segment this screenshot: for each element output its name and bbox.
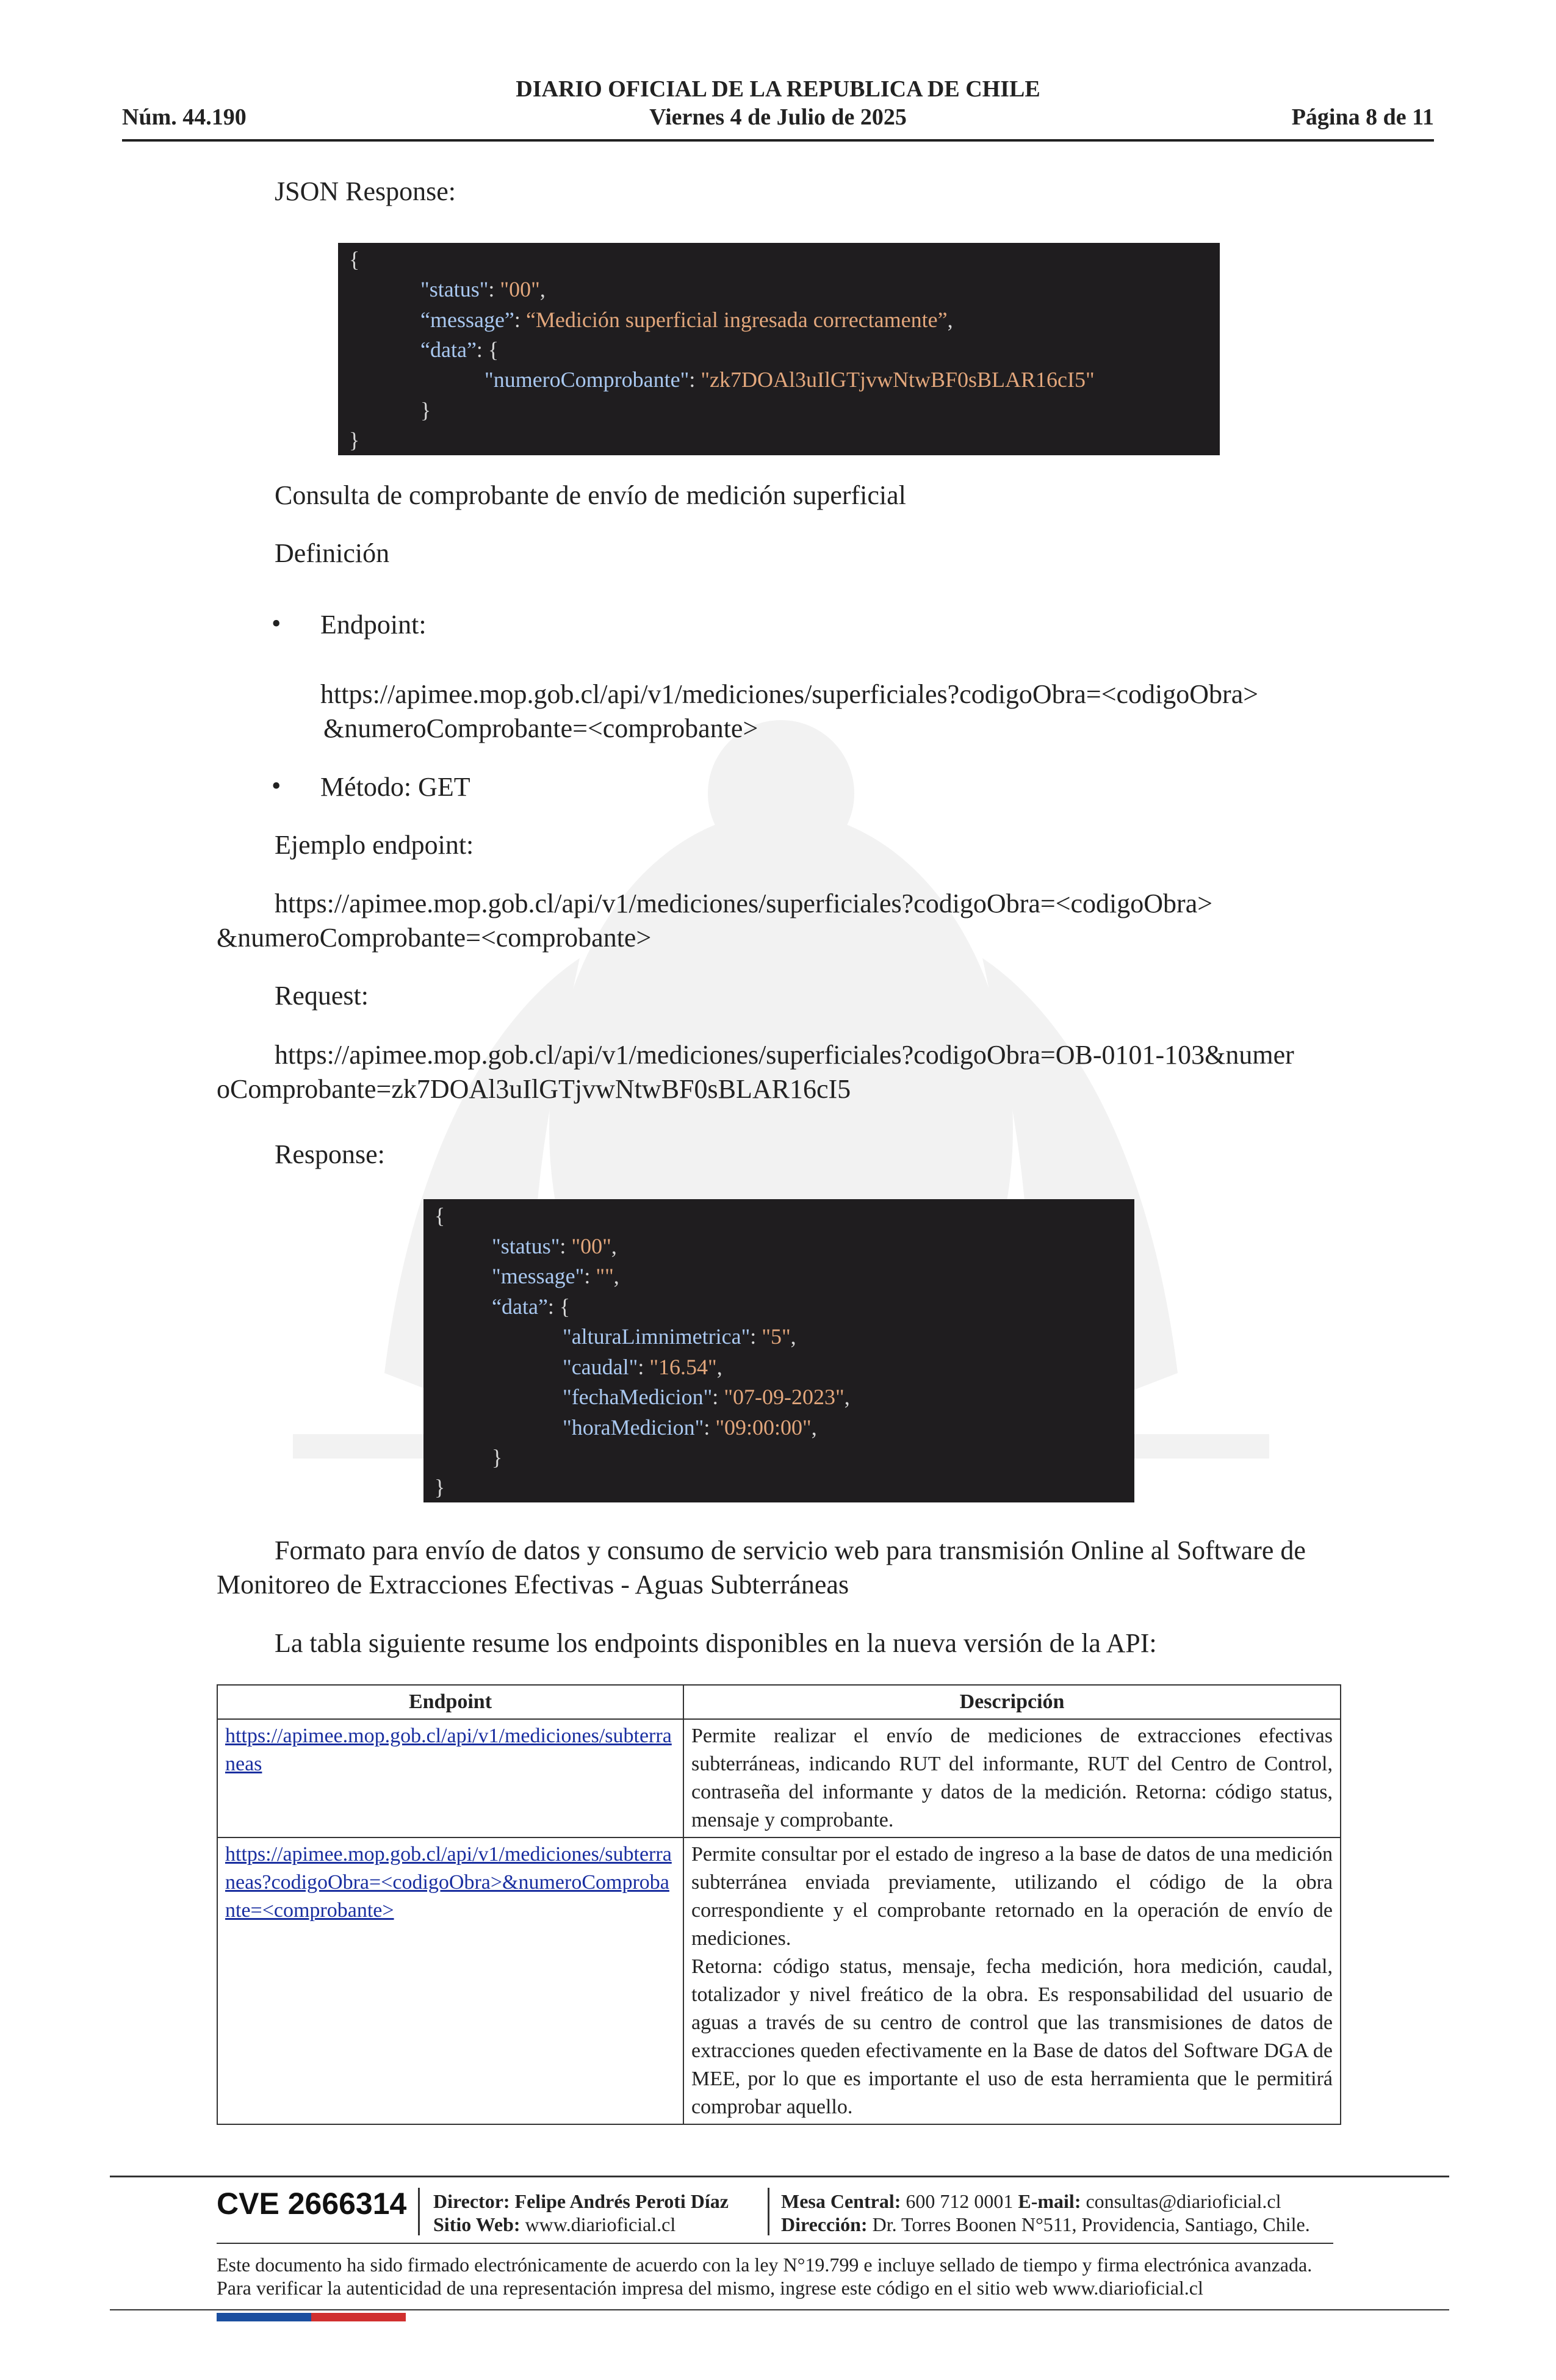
publication-date: Viernes 4 de Julio de 2025: [649, 104, 907, 130]
ejemplo-url-line-1: https://apimee.mop.gob.cl/api/v1/mediciones/superficiales?codigoObra=<codigoObra>: [275, 889, 1213, 918]
formato-title-line-2: Monitoreo de Extracciones Efectivas - Aguas Subterráneas: [217, 1570, 849, 1599]
column-header-endpoint: Endpoint: [217, 1685, 683, 1719]
footer-legal-text: Este documento ha sido firmado electrónicamente de acuerdo con la ley N°19.799 e incluye sellado de tiempo y firma electrónica avanzada. Para verificar la autenticidad de una representación impresa del mismo, ingrese este código en el sitio web www.diarioficial.cl: [217, 2254, 1313, 2299]
column-header-descripcion: Descripción: [683, 1685, 1341, 1719]
code-brace: }: [434, 1475, 445, 1499]
table-row: [217, 1837, 1341, 2124]
request-url-line-1: https://apimee.mop.gob.cl/api/v1/mediciones/superficiales?codigoObra=OB-0101-103&numer: [275, 1040, 1294, 1070]
code-brace: }: [492, 1445, 503, 1469]
footer-separator: [418, 2188, 420, 2235]
section-title-consulta: Consulta de comprobante de envío de medición superficial: [275, 480, 906, 510]
cve-code: CVE 2666314: [217, 2187, 407, 2221]
json-code-block-1: [338, 243, 1220, 455]
page-number: Página 8 de 11: [1291, 104, 1434, 130]
code-line-hora: "horaMedicion": "09:00:00",: [563, 1415, 817, 1440]
code-brace: }: [420, 398, 431, 422]
table-row: [217, 1719, 1341, 1837]
request-label: Request:: [275, 981, 369, 1011]
code-brace: {: [434, 1203, 445, 1228]
footer-website: Sitio Web: www.diarioficial.cl: [433, 2213, 676, 2235]
endpoint-url-line-2: &numeroComprobante=<comprobante>: [323, 713, 758, 743]
code-line-status: "status": "00",: [420, 277, 546, 301]
code-line-data: “data”: {: [420, 337, 499, 362]
definicion-label: Definición: [275, 538, 390, 568]
description-paragraph: Permite consultar por el estado de ingreso a la base de datos de una medición subterránea enviada previamente, utilizando el código de la obra correspondiente y el comprobante retornado en la operación de envío de mediciones.: [691, 1843, 1333, 1950]
description-paragraph: Permite realizar el envío de mediciones de extracciones efectivas subterráneas, indicando RUT del informante, RUT del Centro de Control, contraseña del informante y datos de la medición. Retorna: código status, mensaje y comprobante.: [691, 1725, 1333, 1831]
endpoints-table: [217, 1684, 1341, 2125]
tabla-intro: La tabla siguiente resume los endpoints disponibles en la nueva versión de la API:: [275, 1628, 1157, 1658]
issue-number: Núm. 44.190: [122, 104, 247, 130]
footer-mesa-central: Mesa Central: 600 712 0001 E-mail: consultas@diarioficial.cl: [781, 2190, 1281, 2212]
header-rule: [122, 139, 1434, 142]
endpoint-label: Endpoint:: [320, 610, 427, 640]
footer-rule-top: [110, 2176, 1449, 2177]
footer-rule-middle: [217, 2243, 1333, 2244]
json-response-label: JSON Response:: [275, 176, 456, 206]
response-label: Response:: [275, 1139, 385, 1169]
footer-direccion: Dirección: Dr. Torres Boonen N°511, Providencia, Santiago, Chile.: [781, 2213, 1310, 2235]
table-header-row: [217, 1685, 1341, 1719]
ejemplo-url-line-2: &numeroComprobante=<comprobante>: [217, 923, 652, 953]
metodo-text: Método: GET: [320, 772, 470, 802]
bullet-dot: •: [272, 771, 281, 801]
endpoint-description: [683, 1719, 1341, 1837]
endpoint-url-line-1: https://apimee.mop.gob.cl/api/v1/mediciones/superficiales?codigoObra=<codigoObra>: [320, 679, 1259, 709]
code-line-message: "message": "",: [492, 1264, 619, 1288]
request-url-line-2: oComprobante=zk7DOAl3uIlGTjvwNtwBF0sBLAR16cI5: [217, 1074, 851, 1104]
endpoint-description: [683, 1837, 1341, 2124]
endpoint-link[interactable]: https://apimee.mop.gob.cl/api/v1/mediciones/subterraneas?codigoObra=<codigoObra>&numeroComprobante=<comprobante>: [217, 1837, 683, 2124]
footer-director: Director: Felipe Andrés Peroti Díaz: [433, 2190, 729, 2212]
code-line-fecha: "fechaMedicion": "07-09-2023",: [563, 1385, 850, 1409]
code-line-data: “data”: {: [492, 1294, 571, 1319]
code-line-status: "status": "00",: [492, 1234, 617, 1258]
code-line-message: “message”: “Medición superficial ingresada correctamente”,: [420, 308, 953, 332]
code-brace: }: [349, 428, 360, 452]
ejemplo-endpoint-label: Ejemplo endpoint:: [275, 830, 474, 860]
footer-separator: [768, 2188, 769, 2235]
json-code-block-2: [423, 1199, 1134, 1502]
endpoint-link[interactable]: https://apimee.mop.gob.cl/api/v1/mediciones/subterraneas: [217, 1719, 683, 1837]
code-line-altura: "alturaLimnimetrica": "5",: [563, 1324, 796, 1349]
publication-title: DIARIO OFICIAL DE LA REPUBLICA DE CHILE: [516, 76, 1040, 102]
footer-rule-bottom: [110, 2309, 1449, 2310]
flag-stripe-red: [311, 2313, 406, 2321]
flag-stripe-blue: [217, 2313, 311, 2321]
description-paragraph: Retorna: código status, mensaje, fecha medición, hora medición, caudal, totalizador y nivel freático de la obra. Es responsabilidad del usuario de aguas a través de su centro de control que las transmisiones de datos de extracciones queden efectivamente en la Base de datos del Software DGA de MEE, por lo que es importante el uso de esta herramienta que le permitirá comprobar aquello.: [691, 1955, 1333, 2118]
code-line-numero: "numeroComprobante": "zk7DOAl3uIlGTjvwNtwBF0sBLAR16cI5": [484, 367, 1095, 392]
formato-title-line-1: Formato para envío de datos y consumo de servicio web para transmisión Online al Software de: [275, 1535, 1306, 1565]
code-line-caudal: "caudal": "16.54",: [563, 1355, 722, 1379]
bullet-dot: •: [272, 608, 281, 638]
code-brace: {: [349, 247, 360, 272]
